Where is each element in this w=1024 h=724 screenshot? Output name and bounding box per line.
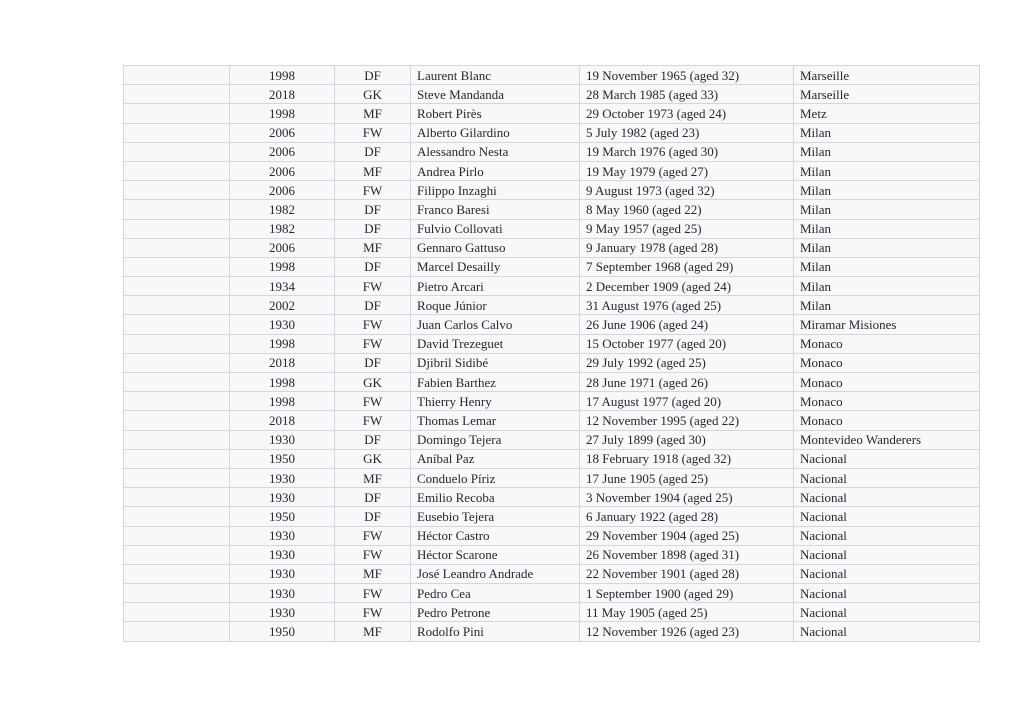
cell-position: MF	[335, 104, 411, 123]
cell-year: 2002	[230, 296, 335, 315]
cell-blank	[124, 85, 230, 104]
cell-blank	[124, 468, 230, 487]
cell-position: DF	[335, 219, 411, 238]
cell-blank	[124, 334, 230, 353]
cell-born: 17 August 1977 (aged 20)	[580, 392, 794, 411]
cell-blank	[124, 257, 230, 276]
cell-club: Milan	[794, 238, 980, 257]
cell-position: DF	[335, 200, 411, 219]
table-row	[124, 449, 980, 468]
table-row	[124, 85, 980, 104]
cell-name: Djibril Sidibé	[411, 353, 580, 372]
cell-position: DF	[335, 488, 411, 507]
cell-blank	[124, 449, 230, 468]
cell-name: Pedro Cea	[411, 584, 580, 603]
cell-blank	[124, 219, 230, 238]
cell-born: 29 November 1904 (aged 25)	[580, 526, 794, 545]
cell-position: FW	[335, 411, 411, 430]
cell-year: 2006	[230, 123, 335, 142]
cell-blank	[124, 277, 230, 296]
cell-club: Milan	[794, 123, 980, 142]
cell-born: 11 May 1905 (aged 25)	[580, 603, 794, 622]
table-row	[124, 353, 980, 372]
cell-name: Fabien Barthez	[411, 373, 580, 392]
cell-club: Milan	[794, 200, 980, 219]
cell-year: 1930	[230, 430, 335, 449]
cell-club: Milan	[794, 277, 980, 296]
cell-position: DF	[335, 353, 411, 372]
cell-name: Pietro Arcari	[411, 277, 580, 296]
cell-blank	[124, 181, 230, 200]
cell-year: 1930	[230, 545, 335, 564]
cell-name: Fulvio Collovati	[411, 219, 580, 238]
table-row	[124, 334, 980, 353]
cell-year: 1930	[230, 526, 335, 545]
table-row	[124, 526, 980, 545]
table-row	[124, 142, 980, 161]
cell-blank	[124, 526, 230, 545]
cell-name: Rodolfo Pini	[411, 622, 580, 641]
cell-year: 2018	[230, 85, 335, 104]
cell-name: David Trezeguet	[411, 334, 580, 353]
table-row	[124, 622, 980, 641]
cell-club: Metz	[794, 104, 980, 123]
cell-year: 2006	[230, 181, 335, 200]
cell-born: 26 November 1898 (aged 31)	[580, 545, 794, 564]
cell-club: Monaco	[794, 334, 980, 353]
cell-club: Marseille	[794, 85, 980, 104]
cell-blank	[124, 564, 230, 583]
table-row	[124, 392, 980, 411]
table-row	[124, 603, 980, 622]
cell-blank	[124, 392, 230, 411]
cell-year: 1930	[230, 315, 335, 334]
cell-born: 31 August 1976 (aged 25)	[580, 296, 794, 315]
cell-position: DF	[335, 430, 411, 449]
cell-blank	[124, 603, 230, 622]
cell-name: Aníbal Paz	[411, 449, 580, 468]
players-table	[123, 65, 980, 642]
cell-born: 17 June 1905 (aged 25)	[580, 468, 794, 487]
cell-born: 8 May 1960 (aged 22)	[580, 200, 794, 219]
cell-blank	[124, 373, 230, 392]
cell-year: 1998	[230, 66, 335, 85]
cell-position: FW	[335, 392, 411, 411]
cell-club: Milan	[794, 296, 980, 315]
cell-year: 2006	[230, 142, 335, 161]
cell-club: Milan	[794, 161, 980, 180]
cell-name: Robert Pirès	[411, 104, 580, 123]
cell-position: FW	[335, 123, 411, 142]
cell-year: 1930	[230, 488, 335, 507]
table-row	[124, 430, 980, 449]
cell-year: 1930	[230, 564, 335, 583]
cell-club: Nacional	[794, 564, 980, 583]
cell-name: Domingo Tejera	[411, 430, 580, 449]
cell-blank	[124, 66, 230, 85]
players-table-body	[124, 66, 980, 642]
cell-year: 1950	[230, 449, 335, 468]
cell-position: DF	[335, 257, 411, 276]
cell-club: Monaco	[794, 392, 980, 411]
cell-club: Nacional	[794, 468, 980, 487]
cell-blank	[124, 430, 230, 449]
cell-year: 2018	[230, 411, 335, 430]
table-row	[124, 200, 980, 219]
cell-position: DF	[335, 296, 411, 315]
cell-club: Nacional	[794, 488, 980, 507]
cell-position: MF	[335, 161, 411, 180]
table-row	[124, 219, 980, 238]
cell-position: FW	[335, 584, 411, 603]
cell-year: 1930	[230, 468, 335, 487]
cell-position: DF	[335, 507, 411, 526]
cell-position: MF	[335, 622, 411, 641]
cell-year: 1998	[230, 104, 335, 123]
cell-club: Monaco	[794, 411, 980, 430]
cell-blank	[124, 161, 230, 180]
cell-club: Nacional	[794, 622, 980, 641]
cell-year: 1950	[230, 507, 335, 526]
cell-born: 28 June 1971 (aged 26)	[580, 373, 794, 392]
cell-blank	[124, 622, 230, 641]
cell-born: 7 September 1968 (aged 29)	[580, 257, 794, 276]
table-row	[124, 66, 980, 85]
cell-name: Marcel Desailly	[411, 257, 580, 276]
cell-year: 1950	[230, 622, 335, 641]
cell-position: GK	[335, 85, 411, 104]
cell-name: Steve Mandanda	[411, 85, 580, 104]
cell-blank	[124, 315, 230, 334]
cell-club: Nacional	[794, 449, 980, 468]
cell-born: 27 July 1899 (aged 30)	[580, 430, 794, 449]
cell-born: 2 December 1909 (aged 24)	[580, 277, 794, 296]
cell-born: 22 November 1901 (aged 28)	[580, 564, 794, 583]
cell-club: Marseille	[794, 66, 980, 85]
cell-position: MF	[335, 238, 411, 257]
cell-name: Gennaro Gattuso	[411, 238, 580, 257]
cell-born: 5 July 1982 (aged 23)	[580, 123, 794, 142]
cell-position: MF	[335, 564, 411, 583]
cell-club: Milan	[794, 219, 980, 238]
cell-blank	[124, 411, 230, 430]
cell-born: 12 November 1995 (aged 22)	[580, 411, 794, 430]
cell-blank	[124, 584, 230, 603]
cell-born: 28 March 1985 (aged 33)	[580, 85, 794, 104]
cell-position: FW	[335, 315, 411, 334]
cell-position: DF	[335, 66, 411, 85]
cell-name: Conduelo Píriz	[411, 468, 580, 487]
cell-name: Filippo Inzaghi	[411, 181, 580, 200]
table-row	[124, 411, 980, 430]
cell-name: José Leandro Andrade	[411, 564, 580, 583]
cell-born: 29 October 1973 (aged 24)	[580, 104, 794, 123]
cell-blank	[124, 104, 230, 123]
cell-year: 1998	[230, 257, 335, 276]
cell-club: Nacional	[794, 526, 980, 545]
cell-name: Juan Carlos Calvo	[411, 315, 580, 334]
table-row	[124, 161, 980, 180]
cell-born: 19 November 1965 (aged 32)	[580, 66, 794, 85]
cell-club: Milan	[794, 181, 980, 200]
cell-name: Alessandro Nesta	[411, 142, 580, 161]
cell-blank	[124, 200, 230, 219]
table-row	[124, 238, 980, 257]
cell-position: FW	[335, 603, 411, 622]
table-row	[124, 296, 980, 315]
cell-club: Montevideo Wanderers	[794, 430, 980, 449]
cell-year: 1930	[230, 584, 335, 603]
cell-born: 18 February 1918 (aged 32)	[580, 449, 794, 468]
cell-name: Héctor Scarone	[411, 545, 580, 564]
cell-born: 19 March 1976 (aged 30)	[580, 142, 794, 161]
cell-name: Andrea Pirlo	[411, 161, 580, 180]
cell-blank	[124, 123, 230, 142]
cell-blank	[124, 488, 230, 507]
cell-name: Alberto Gilardino	[411, 123, 580, 142]
cell-position: FW	[335, 181, 411, 200]
cell-year: 2018	[230, 353, 335, 372]
cell-club: Monaco	[794, 353, 980, 372]
cell-blank	[124, 353, 230, 372]
cell-year: 1930	[230, 603, 335, 622]
cell-club: Nacional	[794, 545, 980, 564]
cell-position: FW	[335, 277, 411, 296]
cell-born: 15 October 1977 (aged 20)	[580, 334, 794, 353]
cell-year: 1982	[230, 219, 335, 238]
cell-name: Héctor Castro	[411, 526, 580, 545]
table-row	[124, 468, 980, 487]
cell-name: Laurent Blanc	[411, 66, 580, 85]
cell-name: Thierry Henry	[411, 392, 580, 411]
cell-year: 1934	[230, 277, 335, 296]
cell-position: FW	[335, 526, 411, 545]
table-row	[124, 488, 980, 507]
cell-name: Thomas Lemar	[411, 411, 580, 430]
cell-year: 2006	[230, 161, 335, 180]
cell-born: 12 November 1926 (aged 23)	[580, 622, 794, 641]
cell-club: Monaco	[794, 373, 980, 392]
cell-position: MF	[335, 468, 411, 487]
cell-name: Eusebio Tejera	[411, 507, 580, 526]
table-row	[124, 507, 980, 526]
cell-position: FW	[335, 545, 411, 564]
table-row	[124, 123, 980, 142]
table-row	[124, 545, 980, 564]
table-row	[124, 584, 980, 603]
cell-club: Milan	[794, 257, 980, 276]
table-row	[124, 181, 980, 200]
cell-born: 6 January 1922 (aged 28)	[580, 507, 794, 526]
cell-born: 3 November 1904 (aged 25)	[580, 488, 794, 507]
cell-name: Emilio Recoba	[411, 488, 580, 507]
cell-born: 9 January 1978 (aged 28)	[580, 238, 794, 257]
cell-position: GK	[335, 449, 411, 468]
cell-year: 2006	[230, 238, 335, 257]
cell-position: GK	[335, 373, 411, 392]
table-row	[124, 564, 980, 583]
cell-born: 1 September 1900 (aged 29)	[580, 584, 794, 603]
cell-year: 1998	[230, 334, 335, 353]
cell-name: Pedro Petrone	[411, 603, 580, 622]
cell-position: FW	[335, 334, 411, 353]
cell-name: Franco Baresi	[411, 200, 580, 219]
table-row	[124, 104, 980, 123]
cell-year: 1998	[230, 392, 335, 411]
cell-blank	[124, 545, 230, 564]
cell-name: Roque Júnior	[411, 296, 580, 315]
cell-born: 29 July 1992 (aged 25)	[580, 353, 794, 372]
cell-year: 1982	[230, 200, 335, 219]
cell-born: 26 June 1906 (aged 24)	[580, 315, 794, 334]
cell-club: Miramar Misiones	[794, 315, 980, 334]
cell-club: Nacional	[794, 584, 980, 603]
cell-club: Nacional	[794, 507, 980, 526]
cell-club: Nacional	[794, 603, 980, 622]
cell-blank	[124, 238, 230, 257]
cell-year: 1998	[230, 373, 335, 392]
table-row	[124, 277, 980, 296]
cell-club: Milan	[794, 142, 980, 161]
cell-blank	[124, 142, 230, 161]
table-row	[124, 373, 980, 392]
cell-born: 19 May 1979 (aged 27)	[580, 161, 794, 180]
cell-position: DF	[335, 142, 411, 161]
table-row	[124, 257, 980, 276]
cell-blank	[124, 296, 230, 315]
cell-born: 9 May 1957 (aged 25)	[580, 219, 794, 238]
table-row	[124, 315, 980, 334]
cell-born: 9 August 1973 (aged 32)	[580, 181, 794, 200]
cell-blank	[124, 507, 230, 526]
